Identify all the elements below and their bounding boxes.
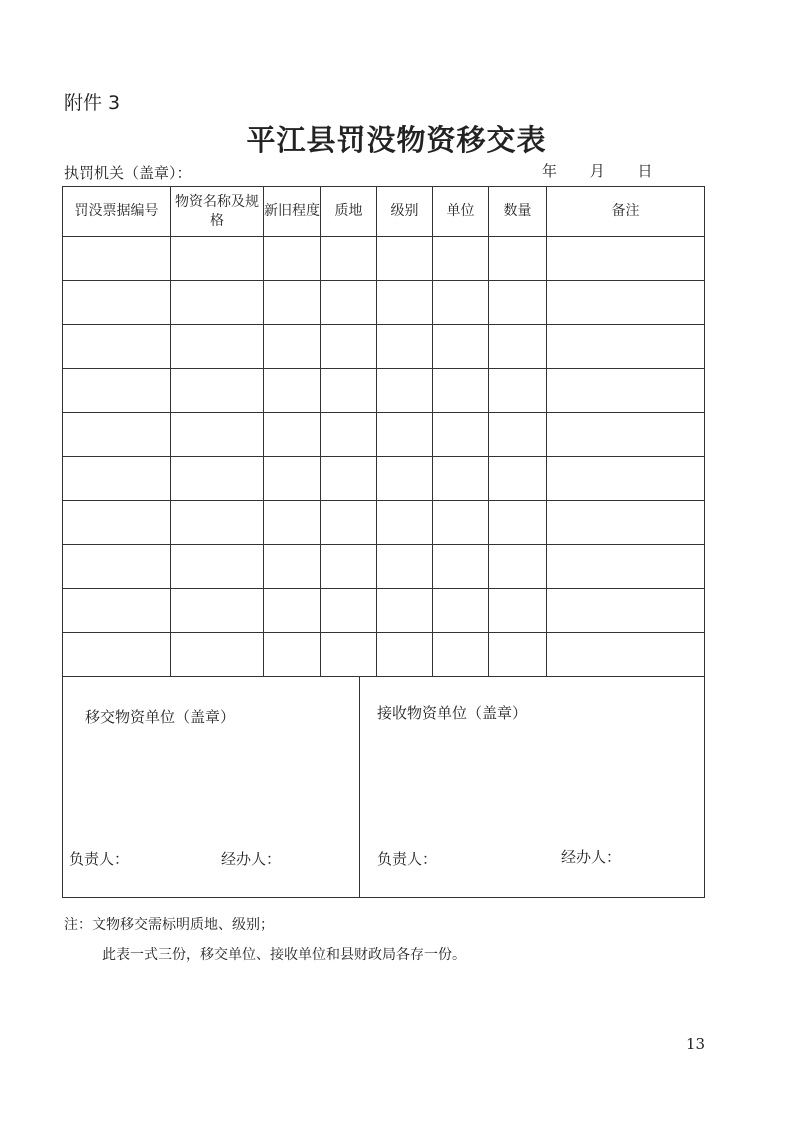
table-row (63, 325, 705, 369)
table-cell (321, 237, 377, 281)
table-cell (489, 281, 547, 325)
table-cell (171, 457, 264, 501)
table-cell (547, 325, 705, 369)
table-cell (264, 281, 321, 325)
column-header: 新旧程度 (264, 187, 321, 237)
table-cell (547, 281, 705, 325)
table-cell (489, 501, 547, 545)
table-cell (489, 457, 547, 501)
page-title: 平江县罚没物资移交表 (246, 123, 547, 157)
column-header: 质地 (321, 187, 377, 237)
table-cell (547, 413, 705, 457)
table-cell (63, 545, 171, 589)
signature-section (62, 676, 705, 898)
table-cell (433, 413, 489, 457)
table-cell (171, 369, 264, 413)
table-cell (321, 413, 377, 457)
column-header: 物资名称及规格 (171, 187, 264, 237)
table-cell (321, 369, 377, 413)
table-row (63, 369, 705, 413)
table-cell (377, 413, 433, 457)
table-cell (171, 413, 264, 457)
table-cell (377, 545, 433, 589)
table-cell (321, 633, 377, 677)
table-cell (264, 413, 321, 457)
table-cell (377, 633, 433, 677)
table-row (63, 281, 705, 325)
table-cell (321, 457, 377, 501)
table-cell (321, 545, 377, 589)
column-header: 备注 (547, 187, 705, 237)
receive-unit-label: 接收物资单位（盖章） (377, 704, 528, 722)
table-cell (377, 281, 433, 325)
table-cell (489, 633, 547, 677)
table-cell (171, 281, 264, 325)
transfer-responsible-label: 负责人： (69, 850, 130, 868)
table-row (63, 457, 705, 501)
table-cell (63, 633, 171, 677)
note-2: 此表一式三份，移交单位、接收单位和县财政局各存一份。 (102, 947, 466, 963)
column-header: 单位 (433, 187, 489, 237)
table-cell (321, 501, 377, 545)
table-cell (171, 633, 264, 677)
divider (359, 676, 360, 897)
table-cell (63, 369, 171, 413)
table-cell (63, 281, 171, 325)
authority-label: 执罚机关（盖章）： (64, 164, 192, 182)
table-cell (489, 413, 547, 457)
page-number: 13 (686, 1035, 706, 1053)
table-cell (171, 325, 264, 369)
table-cell (63, 413, 171, 457)
table-cell (489, 369, 547, 413)
table-cell (547, 457, 705, 501)
table-cell (433, 237, 489, 281)
table-cell (489, 325, 547, 369)
table-cell (63, 457, 171, 501)
table-cell (377, 589, 433, 633)
table-cell (264, 589, 321, 633)
table-cell (171, 501, 264, 545)
table-cell (321, 281, 377, 325)
table-cell (433, 457, 489, 501)
table-cell (377, 457, 433, 501)
receive-responsible-label: 负责人： (377, 850, 438, 868)
table-cell (171, 237, 264, 281)
table-cell (171, 589, 264, 633)
table-cell (264, 545, 321, 589)
table-row (63, 633, 705, 677)
table-cell (433, 281, 489, 325)
table-cell (264, 633, 321, 677)
table-cell (377, 237, 433, 281)
table-cell (264, 325, 321, 369)
table-cell (547, 545, 705, 589)
column-header: 罚没票据编号 (63, 187, 171, 237)
table-cell (171, 545, 264, 589)
table-cell (433, 369, 489, 413)
column-header: 数量 (489, 187, 547, 237)
table-row (63, 413, 705, 457)
table-cell (264, 501, 321, 545)
table-row (63, 589, 705, 633)
table-cell (264, 237, 321, 281)
table-cell (489, 545, 547, 589)
date-label: 年 月 日 (542, 162, 653, 180)
table-cell (321, 589, 377, 633)
table-cell (433, 545, 489, 589)
transfer-unit-label: 移交物资单位（盖章） (85, 708, 236, 726)
table-cell (489, 237, 547, 281)
table-cell (63, 237, 171, 281)
table-cell (377, 369, 433, 413)
table-row (63, 501, 705, 545)
table-cell (264, 369, 321, 413)
table-row (63, 545, 705, 589)
table-cell (489, 589, 547, 633)
table-cell (321, 325, 377, 369)
note-1: 注：文物移交需标明质地、级别； (64, 917, 274, 933)
table-row (63, 237, 705, 281)
table-cell (433, 633, 489, 677)
table-cell (377, 325, 433, 369)
attachment-label: 附件 3 (64, 92, 121, 114)
table-cell (433, 501, 489, 545)
table-cell (63, 325, 171, 369)
table-cell (547, 501, 705, 545)
column-header: 级别 (377, 187, 433, 237)
transfer-table (62, 186, 705, 677)
table-cell (547, 633, 705, 677)
table-cell (264, 457, 321, 501)
table-cell (63, 589, 171, 633)
receive-handler-label: 经办人： (561, 848, 622, 866)
table-cell (547, 369, 705, 413)
table-cell (63, 501, 171, 545)
table-cell (547, 589, 705, 633)
table-cell (547, 237, 705, 281)
table-cell (433, 589, 489, 633)
transfer-handler-label: 经办人： (221, 850, 282, 868)
table-cell (377, 501, 433, 545)
table-cell (433, 325, 489, 369)
